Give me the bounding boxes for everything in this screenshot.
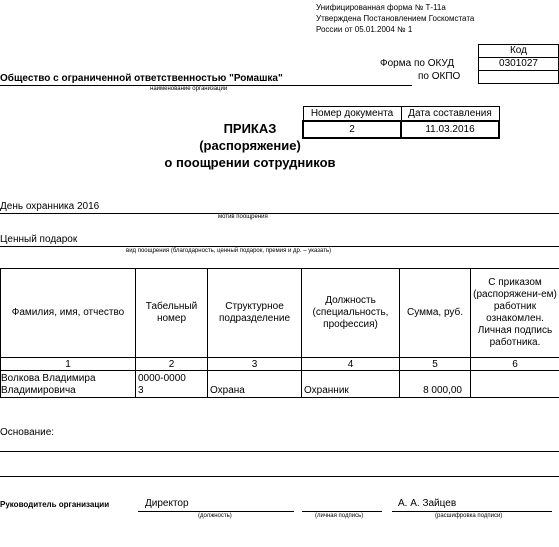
- col-number: 3: [208, 358, 302, 371]
- reward-value: Ценный подарок: [0, 234, 78, 245]
- basis-label: Основание:: [0, 427, 55, 438]
- doc-date-value: 11.03.2016: [401, 121, 499, 138]
- col-header-signature: С приказом (распоряжени-ем) работник ознакомлен. Личная подпись работника.: [471, 269, 559, 358]
- doc-number-label: Номер документа: [303, 107, 401, 121]
- reward-underline: [0, 246, 559, 247]
- cell-fio: [1, 371, 136, 398]
- reward-caption: вид поощрения (благодарность, ценный подарок, премия и др. – указать): [126, 248, 332, 254]
- sign-underline: [302, 511, 382, 512]
- motive-value: День охранника 2016: [0, 201, 100, 212]
- table-row: [1, 371, 559, 398]
- kod-header: Код: [478, 44, 559, 58]
- doc-date-label: Дата составления: [401, 107, 499, 121]
- position-underline: [138, 511, 294, 512]
- organization-name: Общество с ограниченной ответственностью "Ромашка": [0, 73, 283, 84]
- employees-table: [0, 268, 559, 398]
- tab-line-1: 0000-0000: [138, 373, 186, 384]
- form-line-1: Унифицированная форма № Т-11а: [316, 3, 446, 12]
- title-line-3: о поощрении сотрудников: [164, 155, 336, 170]
- sign-caption: (личная подпись): [315, 513, 364, 519]
- cell-department: Охрана: [208, 371, 302, 398]
- table-number-row: [1, 358, 559, 371]
- motive-underline: [0, 213, 559, 214]
- signature-label: Руководитель организации: [0, 500, 110, 509]
- title-line-2: (распоряжение): [199, 138, 301, 153]
- position-caption: (должность): [198, 513, 232, 519]
- cell-tab-number: [136, 371, 208, 398]
- director-position: Директор: [145, 498, 189, 509]
- col-header-department: Структурное подразделение: [208, 269, 302, 358]
- okpo-label: по ОКПО: [418, 71, 461, 82]
- col-header-position: Должность (специальность, профессия): [302, 269, 400, 358]
- basis-line-2: [0, 476, 559, 477]
- col-number: 6: [471, 358, 559, 371]
- col-number: 2: [136, 358, 208, 371]
- tab-line-2: 3: [138, 385, 144, 396]
- title-line-1: ПРИКАЗ: [223, 121, 277, 136]
- okud-value: 0301027: [478, 57, 559, 71]
- form-reference: [316, 2, 474, 35]
- table-header-row: [1, 269, 559, 358]
- form-line-2: Утверждена Постановлением Госкомстата: [316, 14, 475, 23]
- cell-sum: 8 000,00: [400, 371, 471, 398]
- motive-caption: мотив поощрения: [218, 214, 268, 220]
- col-header-tab-number: Табельный номер: [136, 269, 208, 358]
- col-number: 1: [1, 358, 136, 371]
- director-name: А. А. Зайцев: [398, 498, 457, 509]
- fio-line-2: Владимировича: [1, 385, 76, 396]
- cell-position: Охранник: [302, 371, 400, 398]
- organization-caption: наименование организации: [150, 86, 228, 92]
- col-number: 5: [400, 358, 471, 371]
- col-number: 4: [302, 358, 400, 371]
- name-caption: (расшифровка подписи): [435, 513, 503, 519]
- basis-line-1: [0, 451, 559, 452]
- form-line-3: России от 05.01.2004 № 1: [316, 25, 413, 34]
- page-title: [150, 120, 350, 171]
- col-header-fio: Фамилия, имя, отчество: [1, 269, 136, 358]
- okud-label: Форма по ОКУД: [380, 58, 455, 69]
- fio-line-1: Волкова Владимира: [1, 373, 96, 384]
- col-header-sum: Сумма, руб.: [400, 269, 471, 358]
- okpo-value: [478, 70, 559, 84]
- cell-signature: [471, 371, 559, 398]
- doc-number-value: 2: [303, 121, 401, 138]
- name-underline: [392, 511, 552, 512]
